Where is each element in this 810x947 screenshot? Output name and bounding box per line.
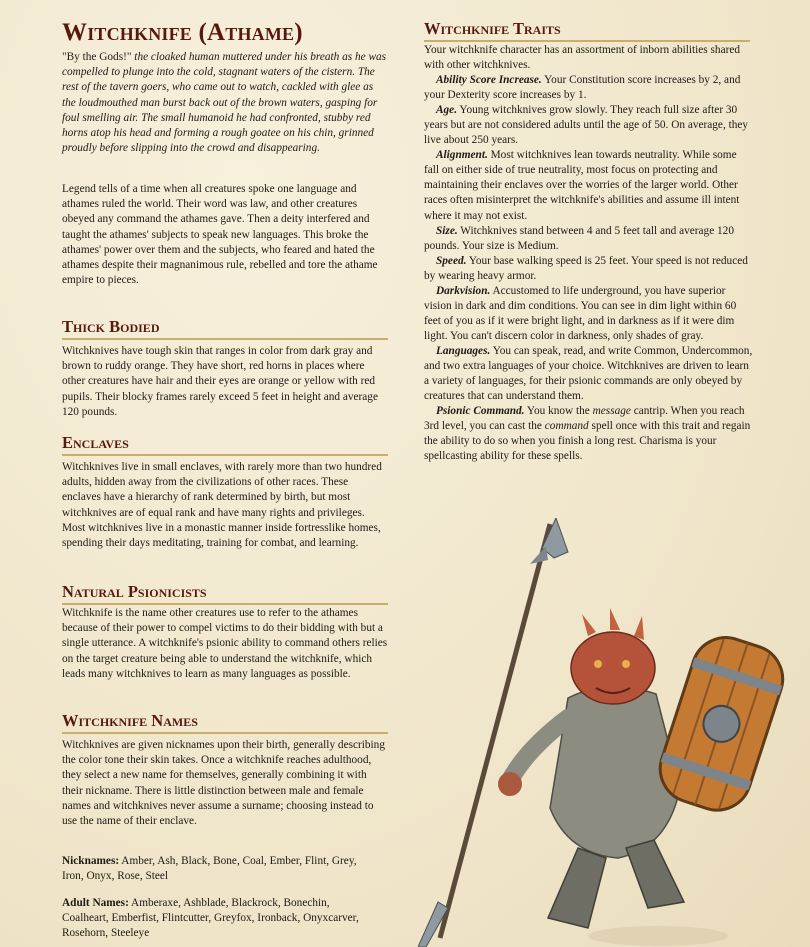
trait-darkvision: Darkvision. Accustomed to life underground, you have superior vision in dark and dim conditions. You can see in dim light within 60 feet of you as if it were bright light, and in darkness as if it were dim light. You can't discern color in darkness, only shades of gray. bbox=[424, 284, 737, 342]
trait-name: Alignment. bbox=[436, 149, 488, 162]
trait-psionic-command: Psionic Command. You know the message cantrip. When you reach 3rd level, you can cast the command spell once with this trait and regain the ability to do so when you finish a long rest. Charisma is your spellcasting ability for these spells. bbox=[424, 405, 751, 463]
intro-flavor-text bbox=[62, 50, 388, 156]
trait-name: Darkvision. bbox=[436, 284, 491, 297]
trait-name: Size. bbox=[436, 224, 458, 237]
horn bbox=[610, 608, 620, 630]
heading-witchknife-traits: Witchknife Traits bbox=[424, 19, 561, 38]
horn bbox=[582, 614, 596, 636]
nicknames-label: Nicknames: bbox=[62, 855, 120, 867]
legend-paragraph: Legend tells of a time when all creatures spoke one language and athames ruled the world. Their word was law, and other creatures obeyed any command the athames gave. Then a deity interfered and taught the athames' subjects to speak new languages. This broke the athames' power over them and the subjects, who feared and hated the athames despite their magnanimous rule, rebelled and tore the athame empire to pieces. bbox=[62, 183, 378, 287]
trait-name: Ability Score Increase. bbox=[436, 74, 542, 87]
intro-quote: "By the Gods!" bbox=[62, 51, 132, 63]
heading-witchknife-names: Witchknife Names bbox=[62, 711, 198, 730]
traits-block bbox=[424, 43, 754, 464]
heading-thick-bodied: Thick Bodied bbox=[62, 317, 160, 336]
intro-narrative: the cloaked human muttered under his breath as he was compelled to plunge into the cold, stagnant waters of the cistern. The rest of the tavern goers, who came out to watch, cackled with glee as the loudmouthed man burst back out of the brown waters, gasping for foul smelling air. The small humanoid he had confronted, stubby red horns atop his head and forming a rough goatee on his chin, grinned proudly before slipping into the crowd and disappearing. bbox=[62, 51, 387, 155]
trait-name: Languages. bbox=[436, 344, 491, 357]
leg bbox=[626, 840, 684, 908]
wooden-shield bbox=[651, 629, 791, 819]
ground-shadow bbox=[588, 926, 728, 946]
section-rule bbox=[62, 603, 388, 605]
thick-bodied-paragraph: Witchknives have tough skin that ranges in color from dark gray and brown to ruddy orange. They have short, red horns in places where other creatures have hair and their eyes are orange or yellow with red pupils. Their blocky frames rarely exceed 5 feet in height and average 120 pounds. bbox=[62, 345, 378, 418]
section-rule bbox=[62, 338, 388, 340]
section-rule bbox=[424, 40, 750, 42]
nicknames-list bbox=[62, 854, 374, 884]
names-paragraph: Witchknives are given nicknames upon their birth, generally describing the color tone their skin takes. Once a witchknife reaches adulthood, they select a new name for themselves, generally combining it with their nickname. There is little distinction between male and female names and witchknives never assume a surname; choosing instead to use the name of their enclave. bbox=[62, 739, 385, 828]
section-rule bbox=[62, 454, 388, 456]
psionicists-paragraph: Witchknife is the name other creatures use to refer to the athames because of their power to compel victims to do their bidding with but a single utterance. A witchknife's psionic ability to command others relies on the target creature being able to understand the witchknife, which leads many witchknives to learn as many languages as possible. bbox=[62, 607, 388, 680]
hand bbox=[498, 772, 522, 796]
adult-names-label: Adult Names: bbox=[62, 897, 129, 909]
trait-alignment: Alignment. Most witchknives lean towards neutrality. While some fall on either side of true neutrality, most focus on protecting and maintaining their enclaves over the worries of the larger world. Other races often misinterpret the witchknife's abilities and assume ill intent where it may not exist. bbox=[424, 149, 740, 222]
heading-enclaves: Enclaves bbox=[62, 433, 129, 452]
trait-size: Size. Witchknives stand between 4 and 5 feet tall and average 120 pounds. Your size is Medium. bbox=[424, 224, 734, 252]
leg bbox=[548, 848, 606, 928]
section-rule bbox=[62, 732, 388, 734]
trait-name: Age. bbox=[436, 104, 458, 117]
trait-age: Age. Young witchknives grow slowly. They reach full size after 30 years but are not considered adults until the age of 50. On average, they live about 250 years. bbox=[424, 104, 749, 147]
witchknife-warrior-illustration bbox=[418, 518, 810, 947]
trait-ability-score: Ability Score Increase. Your Constitution score increases by 2, and your Dexterity score increases by 1. bbox=[424, 74, 741, 102]
spear-shaft bbox=[440, 524, 550, 938]
heading-natural-psionicists: Natural Psionicists bbox=[62, 582, 207, 601]
page-title: Witchknife (Athame) bbox=[62, 19, 303, 46]
traits-intro: Your witchknife character has an assortment of inborn abilities shared with other witchknives. bbox=[424, 44, 741, 72]
eye bbox=[622, 660, 630, 668]
nicknames-values: Amber, Ash, Black, Bone, Coal, Ember, Flint, Grey, Iron, Onyx, Rose, Steel bbox=[62, 855, 357, 883]
spear-barb bbox=[530, 546, 548, 564]
adult-names-values: Amberaxe, Ashblade, Blackrock, Bonechin, Coalheart, Emberfist, Flintcutter, Greyfox, Ironback, Onyxcarver, Rosehorn, Steeleye bbox=[62, 897, 359, 940]
trait-name: Speed. bbox=[436, 254, 467, 267]
eye bbox=[594, 660, 602, 668]
adult-names-list bbox=[62, 896, 374, 942]
trait-languages: Languages. You can speak, read, and write Common, Undercommon, and two extra languages of your choice. Witchknives are driven to learn a variety of languages, for their psionic commands are only obeyed by creatures that can understand them. bbox=[424, 344, 753, 403]
trait-speed: Speed. Your base walking speed is 25 feet. Your speed is not reduced by wearing heavy armor. bbox=[424, 254, 748, 282]
horn bbox=[634, 616, 644, 640]
trait-name: Psionic Command. bbox=[436, 405, 525, 418]
enclaves-paragraph: Witchknives live in small enclaves, with rarely more than two hundred adults, hidden away from the civilizations of other races. These enclaves have a hierarchy of rank determined by birth, but most witchknives are of equal rank and have many rights and privileges. Most witchknives live in a monastic manner inside fortresslike homes, spending their days meditating, training for combat, and learning. bbox=[62, 461, 382, 550]
